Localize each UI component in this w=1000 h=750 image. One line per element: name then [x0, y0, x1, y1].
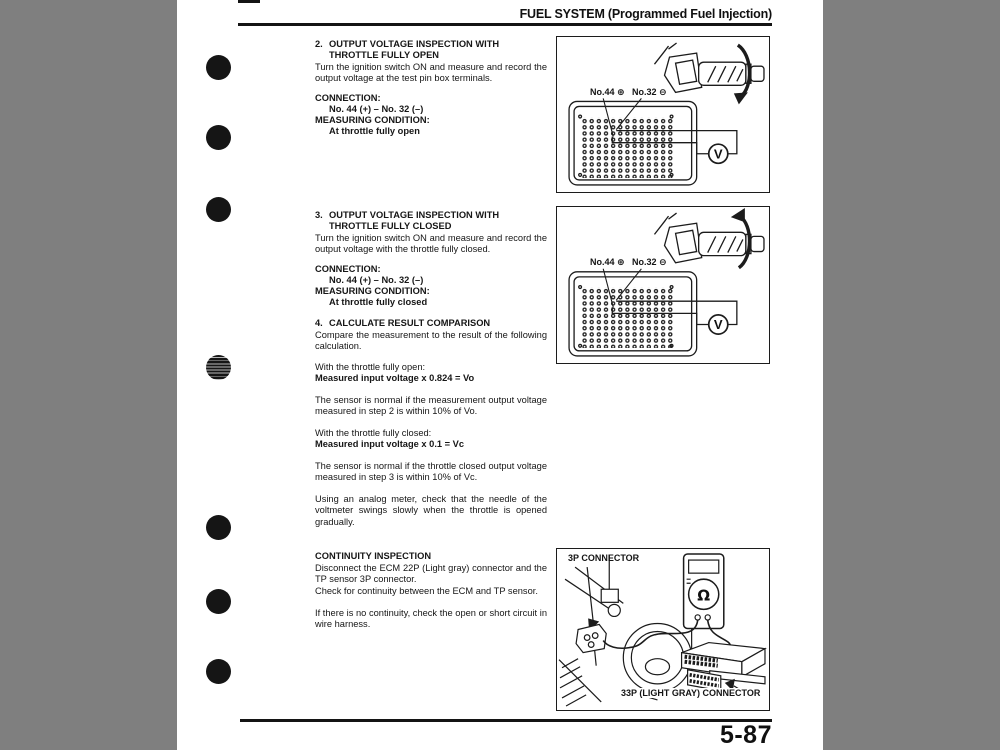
switch-housing	[665, 53, 702, 92]
open-formula: Measured input voltage x 0.824 = Vo	[315, 373, 475, 383]
condition-label: MEASURING CONDITION:	[315, 286, 430, 296]
step2-spec	[315, 93, 547, 137]
binder-hole	[206, 125, 231, 150]
condition-value: At throttle fully open	[329, 126, 420, 136]
connection-value: No. 44 (+) – No. 32 (–)	[329, 104, 424, 114]
step4-title: CALCULATE RESULT COMPARISON	[329, 318, 491, 328]
voltage-diagram-closed-art	[557, 207, 769, 363]
closed-note: The sensor is normal if the throttle closed output voltage measured in step 3 is within 10% of Vc.	[315, 461, 547, 483]
step4-heading	[315, 318, 547, 329]
open-note: The sensor is normal if the measurement output voltage measured in step 2 is within 10% of Vo.	[315, 395, 547, 417]
step3-body: Turn the ignition switch ON and measure and record the output voltage with the throttle fully closed.	[315, 233, 547, 255]
ohmmeter-symbol: Ω	[697, 586, 711, 605]
binder-hole	[206, 355, 231, 380]
step4-number: 4.	[315, 318, 323, 328]
connection-label: CONNECTION:	[315, 93, 381, 103]
binder-hole	[206, 55, 231, 80]
page-header-title: FUEL SYSTEM (Programmed Fuel Injection)	[519, 7, 772, 21]
binder-hole	[206, 659, 231, 684]
continuity-title: CONTINUITY INSPECTION	[315, 551, 432, 561]
connection-label: CONNECTION:	[315, 264, 381, 274]
header-rule	[238, 23, 772, 26]
pin-connection-label: No.44 ⊕ No.32 ⊖	[590, 257, 667, 267]
binder-hole	[206, 197, 231, 222]
step2-body: Turn the ignition switch ON and measure and record the output voltage at the test pin box terminals.	[315, 62, 547, 84]
meter-wire-bottom	[612, 307, 708, 324]
rotation-arrowhead-down	[734, 92, 748, 104]
3p-connector-label: 3P CONNECTOR	[568, 553, 640, 563]
scan-artifact-tick	[238, 0, 260, 3]
33p-connector-label: 33P (LIGHT GRAY) CONNECTOR	[621, 688, 761, 698]
hatching	[559, 659, 601, 706]
page-number: 5-87	[719, 721, 772, 749]
throttle-bore-inner	[631, 632, 683, 684]
switch-housing	[665, 223, 702, 263]
condition-value: At throttle fully closed	[329, 297, 428, 307]
diagram-throttle-closed	[556, 206, 770, 364]
continuity-body1: Disconnect the ECM 22P (Light gray) connector and the TP sensor 3P connector.	[315, 563, 547, 585]
condition-label: MEASURING CONDITION:	[315, 115, 430, 125]
continuity-diagram-art	[557, 549, 769, 710]
voltmeter-symbol: V	[713, 146, 723, 162]
analog-note: Using an analog meter, check that the needle of the voltmeter swings slowly when the throttle is opened gradually.	[315, 494, 547, 527]
voltage-diagram-open-art	[557, 37, 769, 192]
step3-heading	[315, 210, 547, 233]
continuity-body3: If there is no continuity, check the open or short circuit in wire harness.	[315, 608, 547, 630]
pin-connection-label: No.44 ⊕ No.32 ⊖	[590, 87, 667, 97]
step2-heading	[315, 39, 547, 62]
rotation-arrowhead-up	[731, 208, 745, 222]
footer-rule	[240, 719, 772, 722]
step2-number: 2.	[315, 39, 323, 49]
step3-number: 3.	[315, 210, 323, 220]
step3-title: OUTPUT VOLTAGE INSPECTION WITH THROTTLE FULLY CLOSED	[329, 210, 500, 232]
open-label: With the throttle fully open:	[315, 362, 426, 372]
continuity-body2: Check for continuity between the ECM and TP sensor.	[315, 586, 538, 596]
binder-hole	[206, 589, 231, 614]
diagram-throttle-open	[556, 36, 770, 193]
step2-title: OUTPUT VOLTAGE INSPECTION WITH THROTTLE FULLY OPEN	[329, 39, 500, 61]
diagram-continuity	[556, 548, 770, 711]
closed-label: With the throttle fully closed:	[315, 428, 432, 438]
voltmeter-symbol: V	[713, 317, 723, 333]
binder-hole	[206, 515, 231, 540]
step3-spec	[315, 264, 547, 308]
manual-page	[177, 0, 823, 750]
connection-value: No. 44 (+) – No. 32 (–)	[329, 275, 424, 285]
closed-formula: Measured input voltage x 0.1 = Vc	[315, 439, 465, 449]
meter-wire-bottom	[612, 137, 708, 154]
step4-body: Compare the measurement to the result of the following calculation.	[315, 330, 547, 352]
tp-sensor-3p-connector	[576, 624, 606, 652]
